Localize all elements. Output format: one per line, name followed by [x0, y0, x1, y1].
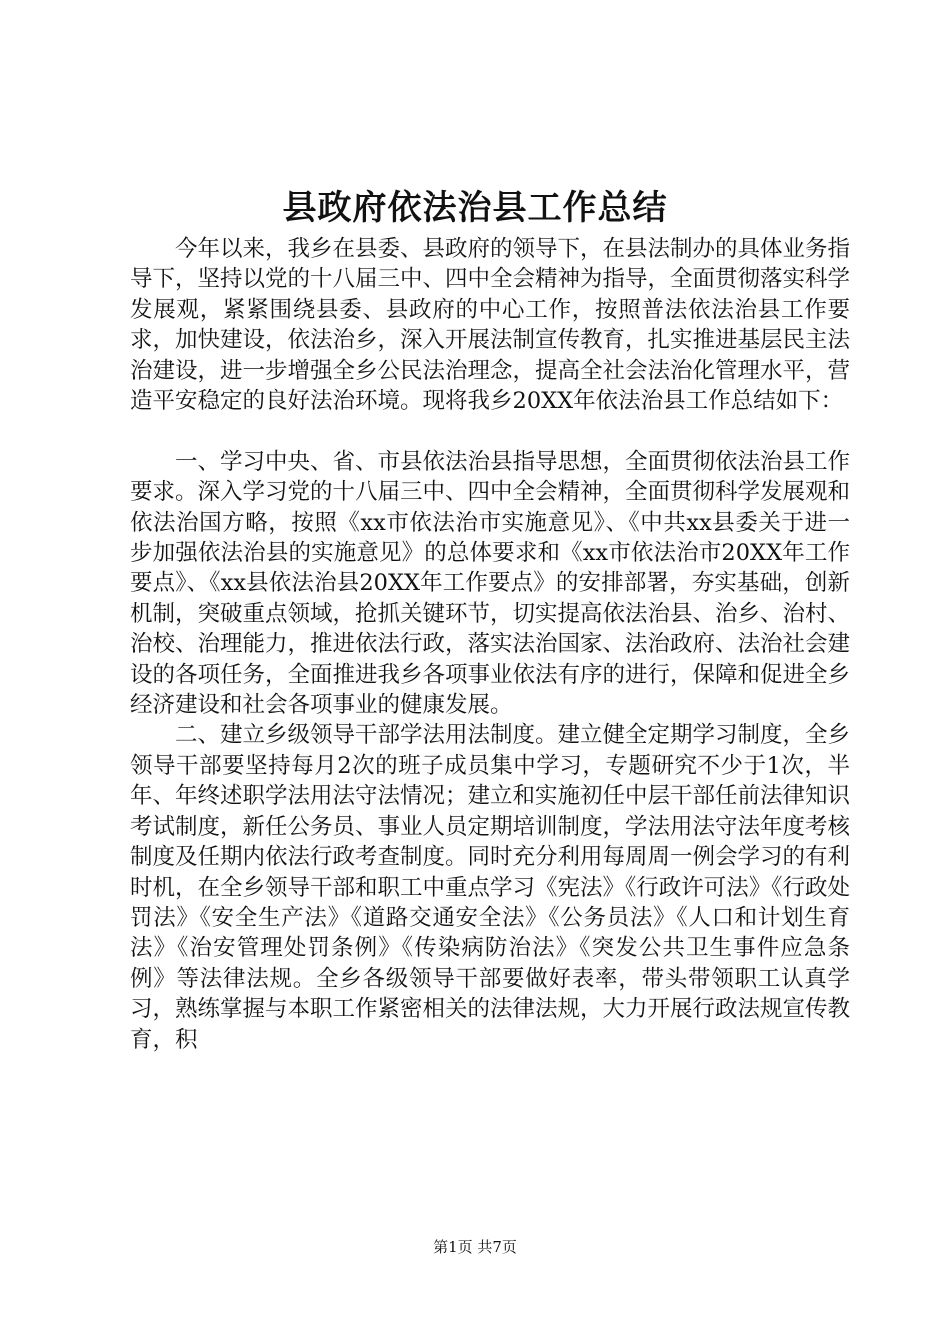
document-title: 县政府依法治县工作总结	[282, 188, 668, 228]
page-number-footer: 第1页 共7页	[433, 1238, 517, 1256]
document-body	[130, 234, 850, 1055]
section-one-paragraph: 一、学习中央、省、市县依法治县指导思想，全面贯彻依法治县工作要求。深入学习党的十八届三中、四中全会精神，全面贯彻科学发展观和依法治国方略，按照《xx市依法治市实施意见》、《中共xx县委关于进一步加强依法治县的实施意见》的总体要求和《xx市依法治市20XX年工作要点》、《xx县依法治县20XX年工作要点》的安排部署，夯实基础，创新机制，突破重点领域，抢抓关键环节，切实提高依法治县、治乡、治村、治校、治理能力，推进依法行政，落实法治国家、法治政府、法治社会建设的各项任务，全面推进我乡各项事业依法有序的进行，保障和促进全乡经济建设和社会各项事业的健康发展。	[130, 448, 851, 719]
section-two-paragraph: 二、建立乡级领导干部学法用法制度。建立健全定期学习制度，全乡领导干部要坚持每月2次的班子成员集中学习，专题研究不少于1次，半年、年终述职学法用法守法情况；建立和实施初任中层干部任前法律知识考试制度，新任公务员、事业人员定期培训制度，学法用法守法年度考核制度及任期内依法行政考查制度。同时充分利用每周周一例会学习的有利时机，在全乡领导干部和职工中重点学习《宪法》《行政许可法》《行政处罚法》《安全生产法》《道路交通安全法》《公务员法》《人口和计划生育法》《治安管理处罚条例》《传染病防治法》《突发公共卫生事件应急条例》等法律法规。全乡各级领导干部要做好表率，带头带领职工认真学习，熟练掌握与本职工作紧密相关的法律法规，大力开展行政法规宣传教育，积	[130, 722, 851, 1053]
intro-paragraph: 今年以来，我乡在县委、县政府的领导下，在县法制办的具体业务指导下，坚持以党的十八届三中、四中全会精神为指导，全面贯彻落实科学发展观，紧紧围绕县委、县政府的中心工作，按照普法依法治县工作要求，加快建设，依法治乡，深入开展法制宣传教育，扎实推进基层民主法治建设，进一步增强全乡公民法治理念，提高全社会法治化管理水平，营造平安稳定的良好法治环境。现将我乡20XX年依法治县工作总结如下：	[130, 236, 851, 415]
paragraph-spacer	[130, 416, 850, 446]
